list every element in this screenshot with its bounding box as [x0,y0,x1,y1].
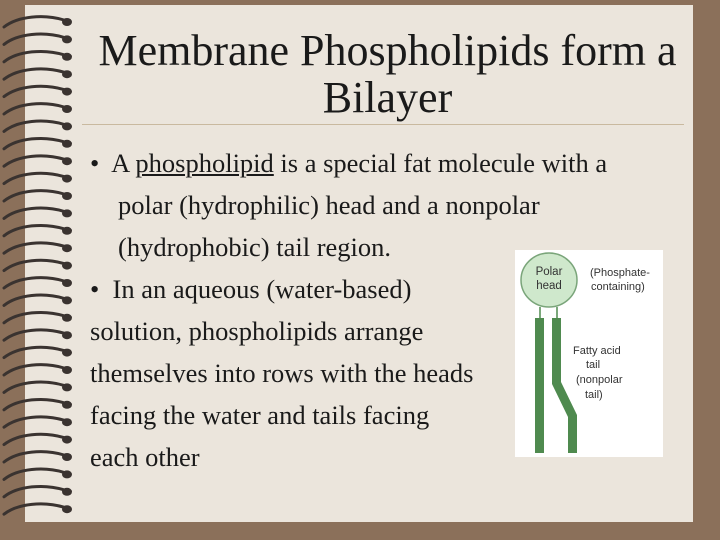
spiral-ring [4,191,64,201]
binding-hole [62,262,72,270]
spiral-ring [4,51,64,61]
binding-hole [62,140,72,148]
binding-hole [62,401,72,409]
binding-hole [62,122,72,130]
binding-hole [62,105,72,113]
phospholipid-diagram [515,250,663,457]
bullet-1-post: is a special fat molecule with a polar (hydrophilic) head and a nonpolar (hydrophobic) tail region. [118,148,608,262]
binding-hole [62,53,72,61]
spiral-ring [4,278,64,288]
spiral-ring [4,434,64,444]
spiral-ring [4,260,64,270]
bullet-glyph: • [90,148,100,178]
spiral-ring [4,469,64,479]
spiral-ring [4,104,64,114]
bullet-glyph: • [90,274,100,304]
binding-hole [62,314,72,322]
phosphate-label-1: (Phosphate- [590,267,650,279]
binding-hole [62,296,72,304]
polar-head-label-2: head [536,280,562,292]
spiral-ring [4,86,64,96]
binding-hole [62,383,72,391]
phospholipid-term: phospholipid [135,148,274,178]
bullet-2-text: In an aqueous (water-based) solution, phospholipids arrange themselves into rows with the heads facing the water and tails facing each other [90,274,474,472]
spiral-ring [4,17,64,27]
binding-hole [62,331,72,339]
spiral-ring [4,295,64,305]
binding-hole [62,279,72,287]
binding-hole [62,209,72,217]
spiral-ring [4,312,64,322]
binding-hole [62,470,72,478]
spiral-ring [4,173,64,183]
spiral-ring [4,138,64,148]
spiral-ring [4,34,64,44]
binding-hole [62,88,72,96]
binding-hole [62,366,72,374]
tail-label-2: tail [586,359,601,371]
binding-hole [62,157,72,165]
binding-hole [62,505,72,513]
spiral-ring [4,347,64,357]
spiral-ring [4,365,64,375]
spiral-ring [4,486,64,496]
binding-hole [62,35,72,43]
tail-label-3: (nonpolar [576,374,623,386]
bullet-1-pre: A [111,148,136,178]
title-divider [82,124,684,125]
fatty-acid-tail-straight [535,318,544,453]
binding-hole [62,70,72,78]
spiral-ring [4,417,64,427]
spiral-ring [4,69,64,79]
binding-hole [62,418,72,426]
binding-hole [62,488,72,496]
binding-hole [62,244,72,252]
spiral-ring [4,243,64,253]
spiral-ring [4,452,64,462]
spiral-ring [4,156,64,166]
binding-hole [62,453,72,461]
spiral-ring [4,225,64,235]
spiral-ring [4,208,64,218]
spiral-ring [4,399,64,409]
phosphate-label-2: containing) [591,281,645,293]
fatty-acid-tail-kinked [552,318,577,453]
binding-hole [62,436,72,444]
binding-hole [62,18,72,26]
spiral-ring [4,382,64,392]
spiral-ring [4,504,64,514]
binding-hole [62,175,72,183]
spiral-ring [4,121,64,131]
slide-title: Membrane Phospholipids form a Bilayer [98,26,677,122]
tail-label-4: tail) [585,389,603,401]
spiral-binding-icon [0,10,80,520]
spiral-ring [4,330,64,340]
binding-hole [62,192,72,200]
binding-hole [62,227,72,235]
tail-label-1: Fatty acid [573,345,621,357]
polar-head-label-1: Polar [535,266,563,278]
binding-hole [62,349,72,357]
